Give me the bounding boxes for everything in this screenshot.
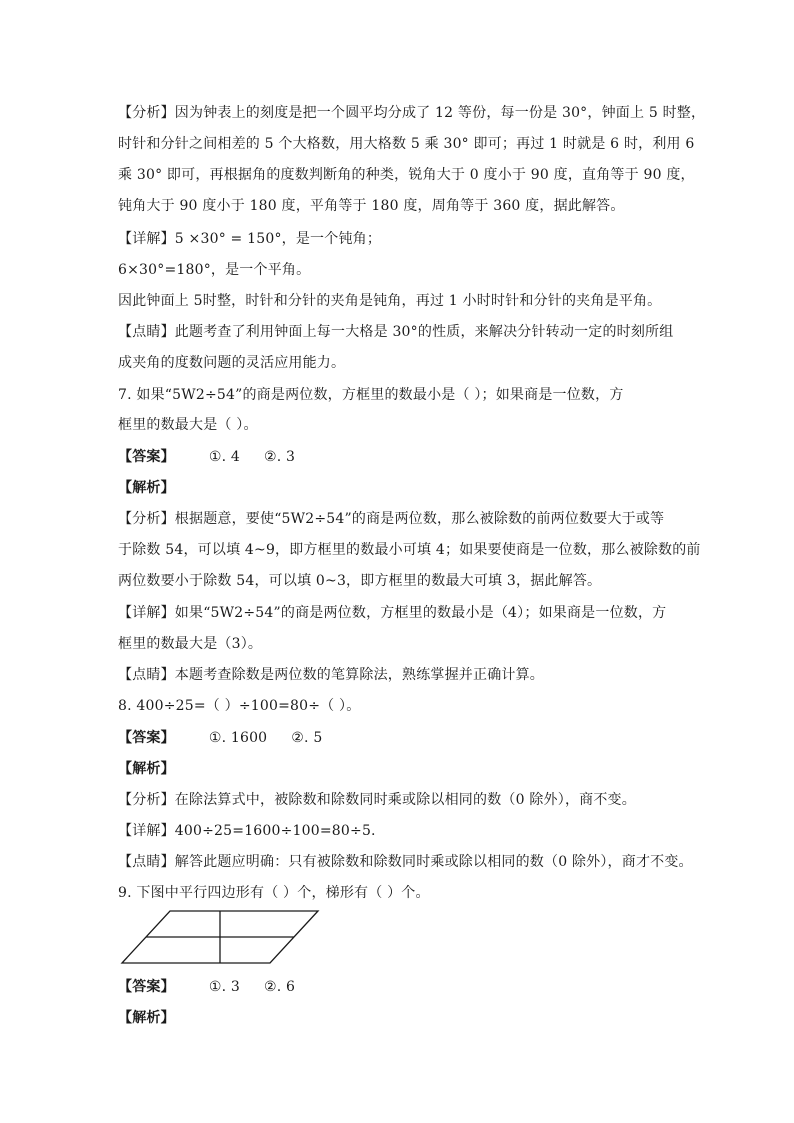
analysis-text: 钝角大于 90 度小于 180 度，平角等于 180 度，周角等于 360 度，据此解答。: [118, 198, 625, 214]
answer-value: ①. 3: [208, 979, 240, 995]
answer-tag: 【答案】: [118, 449, 175, 465]
question-7: 7. 如果“5W2÷54”的商是两位数，方框里的数最小是（ ）；如果商是一位数，方: [118, 387, 624, 403]
detail-text: 【详解】5 ×30° = 150°，是一个钝角；: [118, 231, 382, 247]
detail-text: 框里的数最大是（3）。: [118, 636, 263, 652]
comment-text: 【点睛】解答此题应明确：只有被除数和除数同时乘或除以相同的数（0 除外），商才不变。: [118, 854, 693, 870]
detail-text: 【详解】如果“5W2÷54”的商是两位数，方框里的数最小是（4）；如果商是一位数，方: [118, 605, 667, 621]
answer-value: ②. 5: [291, 730, 323, 746]
answer-value: ①. 1600: [208, 730, 268, 746]
solution-tag: 【解析】: [118, 1010, 175, 1026]
answer-row: [118, 448, 678, 466]
answer-tag: 【答案】: [118, 730, 175, 746]
question-8: 8. 400÷25=（ ）÷100=80÷（ ）。: [118, 698, 361, 714]
question-9: 9. 下图中平行四边形有（ ）个，梯形有（ ）个。: [118, 885, 430, 901]
answer-row: [118, 978, 678, 996]
parallelogram-figure: [118, 907, 324, 971]
solution-tag: 【解析】: [118, 480, 175, 496]
question-7: 框里的数最大是（ ）。: [118, 417, 258, 433]
analysis-text: 【分析】根据题意，要使“5W2÷54”的商是两位数，那么被除数的前两位数要大于或等: [118, 511, 665, 527]
comment-text: 成夹角的度数问题的灵活应用能力。: [118, 355, 346, 371]
analysis-text: 【分析】因为钟表上的刻度是把一个圆平均分成了 12 等份，每一份是 30°，钟面上 5 时整，: [118, 105, 706, 121]
detail-text: 6×30°=180°，是一个平角。: [118, 262, 311, 278]
solution-tag: 【解析】: [118, 761, 175, 777]
analysis-text: 时针和分针之间相差的 5 个大格数，用大格数 5 乘 30° 即可；再过 1 时就是 6 时，利用 6: [118, 136, 695, 152]
analysis-text: 乘 30° 即可，再根据角的度数判断角的种类，锐角大于 0 度小于 90 度，直角等于 90 度，: [118, 167, 695, 183]
detail-text: 因此钟面上 5时整，时针和分针的夹角是钝角，再过 1 小时时针和分针的夹角是平角。: [118, 293, 662, 309]
analysis-text: 于除数 54，可以填 4~9，即方框里的数最小可填 4；如果要使商是一位数，那么被除数的前: [118, 542, 701, 558]
analysis-text: 【分析】在除法算式中，被除数和除数同时乘或除以相同的数（0 除外），商不变。: [118, 792, 636, 808]
analysis-text: 两位数要小于除数 54，可以填 0~3，即方框里的数最大可填 3，据此解答。: [118, 573, 602, 589]
answer-value: ②. 6: [263, 979, 296, 995]
answer-tag: 【答案】: [118, 979, 175, 995]
comment-text: 【点睛】此题考查了利用钟面上每一大格是 30°的性质，来解决分针转动一定的时刻所组: [118, 324, 674, 340]
answer-value: ①. 4: [208, 449, 240, 465]
comment-text: 【点睛】本题考查除数是两位数的笔算除法，熟练掌握并正确计算。: [118, 667, 544, 683]
answer-row: [118, 729, 678, 747]
answer-value: ②. 3: [263, 449, 296, 465]
detail-text: 【详解】400÷25=1600÷100=80÷5.: [118, 823, 376, 839]
